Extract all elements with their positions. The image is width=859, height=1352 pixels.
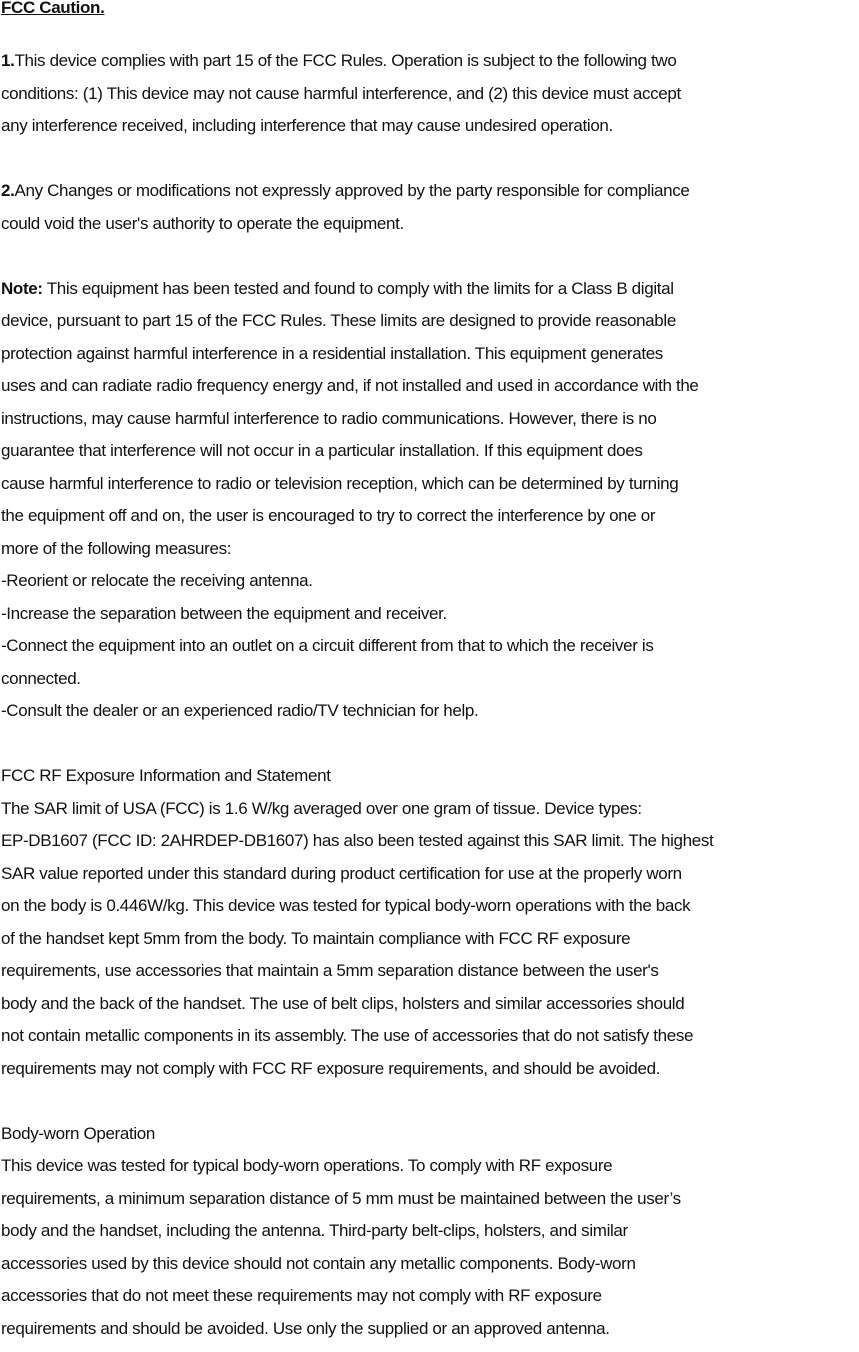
note-measure-line: -Consult the dealer or an experienced radio/TV technician for help. <box>1 701 479 720</box>
document-title: FCC Caution. <box>1 0 105 17</box>
note-line: cause harmful interference to radio or television reception, which can be determined by turning <box>1 473 679 493</box>
body-worn-section <box>1 1118 859 1346</box>
rf-line: requirements, use accessories that maintain a 5mm separation distance between the user's <box>1 961 659 980</box>
paragraph-2-line: could void the user's authority to operate the equipment. <box>1 213 404 233</box>
body-worn-line: requirements and should be avoided. Use only the supplied or an approved antenna. <box>1 1318 610 1338</box>
spacer <box>1 143 859 176</box>
note-line: instructions, may cause harmful interference to radio communications. However, there is no <box>1 408 657 428</box>
body-worn-line: This device was tested for typical body-worn operations. To comply with RF exposure <box>1 1156 613 1175</box>
note-measure-line: -Increase the separation between the equipment and receiver. <box>1 603 447 623</box>
body-worn-line: body and the handset, including the antenna. Third-party belt-clips, holsters, and similar <box>1 1221 628 1240</box>
note-measure-line: -Connect the equipment into an outlet on a circuit different from that to which the receiver is <box>1 636 654 655</box>
note-line: guarantee that interference will not occur in a particular installation. If this equipment does <box>1 441 643 460</box>
note-line: protection against harmful interference in a residential installation. This equipment generates <box>1 343 663 363</box>
body-worn-line: accessories that do not meet these requirements may not comply with RF exposure <box>1 1286 602 1305</box>
paragraph-2-line: 2.Any Changes or modifications not expressly approved by the party responsible for compliance <box>1 181 690 200</box>
spacer <box>1 728 859 761</box>
paragraph-2 <box>1 175 859 240</box>
rf-line: not contain metallic components in its assembly. The use of accessories that do not satisfy these <box>1 1026 694 1045</box>
rf-exposure-heading: FCC RF Exposure Information and Statement <box>1 766 331 785</box>
note-measure-line: -Reorient or relocate the receiving antenna. <box>1 571 313 590</box>
paragraph-1-number: 1. <box>1 51 15 70</box>
note-measure-line: connected. <box>1 668 81 688</box>
note-label: Note: <box>1 278 43 298</box>
rf-exposure-section <box>1 760 859 1085</box>
rf-line: The SAR limit of USA (FCC) is 1.6 W/kg averaged over one gram of tissue. Device types: <box>1 798 642 818</box>
note-line: device, pursuant to part 15 of the FCC Rules. These limits are designed to provide reasonable <box>1 311 676 330</box>
note-line: uses and can radiate radio frequency energy and, if not installed and used in accordance with the <box>1 376 699 395</box>
rf-line: body and the back of the handset. The use of belt clips, holsters and similar accessories should <box>1 993 685 1013</box>
rf-line: on the body is 0.446W/kg. This device was tested for typical body-worn operations with the back <box>1 896 691 915</box>
paragraph-2-number: 2. <box>1 181 15 200</box>
paragraph-1 <box>1 45 859 143</box>
note-line: Note: This equipment has been tested and found to comply with the limits for a Class B digital <box>1 278 674 298</box>
rf-line: EP-DB1607 (FCC ID: 2AHRDEP-DB1607) has also been tested against this SAR limit. The highest <box>1 831 714 850</box>
rf-line: SAR value reported under this standard during product certification for use at the properly worn <box>1 863 682 883</box>
spacer <box>1 240 859 273</box>
note-line: the equipment off and on, the user is encouraged to try to correct the interference by one or <box>1 506 656 525</box>
rf-line: of the handset kept 5mm from the body. To maintain compliance with FCC RF exposure <box>1 928 631 948</box>
rf-line: requirements may not comply with FCC RF exposure requirements, and should be avoided. <box>1 1058 661 1078</box>
paragraph-1-line: 1.This device complies with part 15 of the FCC Rules. Operation is subject to the following two <box>1 51 677 70</box>
paragraph-1-line: conditions: (1) This device may not cause harmful interference, and (2) this device must accept <box>1 83 681 103</box>
body-worn-line: requirements, a minimum separation distance of 5 mm must be maintained between the user’s <box>1 1188 681 1208</box>
paragraph-1-line: any interference received, including interference that may cause undesired operation. <box>1 116 613 135</box>
note-line: more of the following measures: <box>1 538 232 558</box>
spacer <box>1 1085 859 1118</box>
body-worn-line: accessories used by this device should not contain any metallic components. Body-worn <box>1 1253 636 1273</box>
body-worn-heading: Body-worn Operation <box>1 1123 155 1143</box>
note-paragraph <box>1 273 859 728</box>
